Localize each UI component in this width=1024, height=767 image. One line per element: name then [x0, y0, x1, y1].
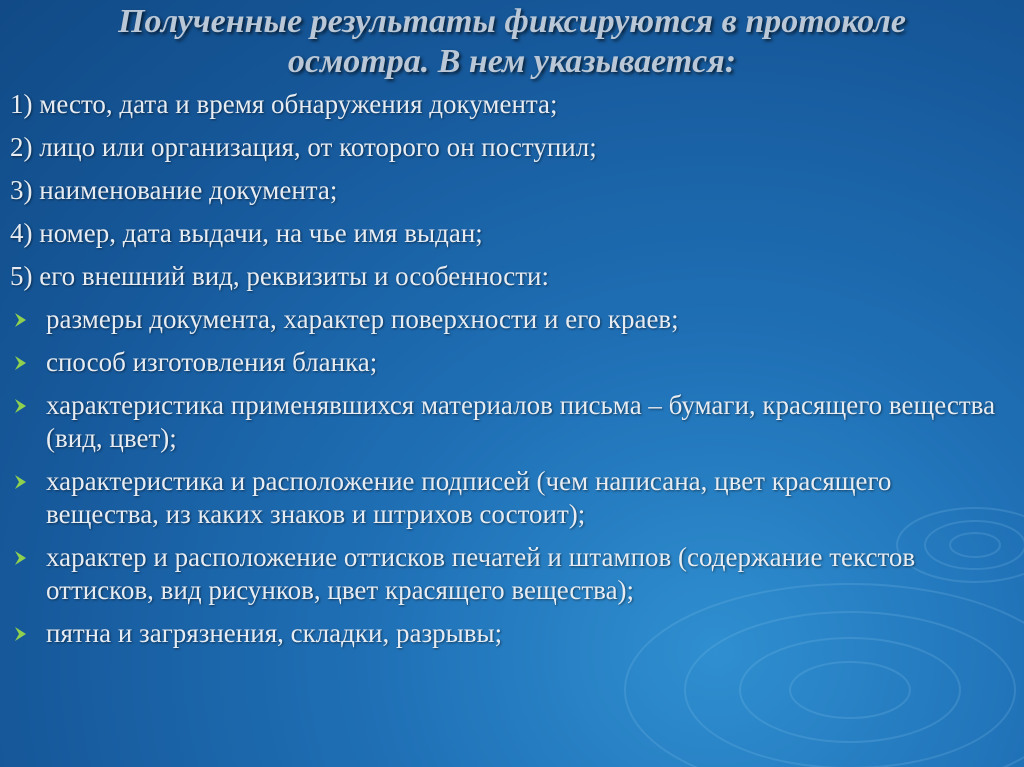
chevron-arrow-icon: [12, 541, 36, 574]
bullet-text: способ изготовления бланка;: [46, 347, 378, 377]
chevron-arrow-icon: [12, 465, 36, 498]
bullet-text: характеристика и расположение подписей (чем написана, цвет красящего вещества, из каких знаков и штрихов состоит);: [46, 466, 892, 529]
chevron-arrow-icon: [12, 389, 36, 422]
numbered-item-5: 5) его внешний вид, реквизиты и особенности:: [10, 261, 550, 291]
bullet-item-1: [10, 303, 1000, 336]
slide-title: [0, 2, 1024, 82]
bullet-item-6: [10, 617, 1000, 650]
bullet-item-5: [10, 541, 1000, 607]
slide-title-line-2: осмотра. В нем указывается:: [287, 43, 737, 80]
chevron-arrow-icon: [12, 617, 36, 650]
bullet-text: размеры документа, характер поверхности и его краев;: [46, 304, 679, 334]
bullet-item-4: [10, 465, 1000, 531]
numbered-item-4: 4) номер, дата выдачи, на чье имя выдан;: [10, 218, 483, 248]
bullet-item-3: [10, 389, 1000, 455]
bullet-text: характер и расположение оттисков печатей и штампов (содержание текстов оттисков, вид рисунков, цвет красящего вещества);: [46, 542, 916, 605]
numbered-item-2: 2) лицо или организация, от которого он поступил;: [10, 132, 597, 162]
slide-title-line-1: Полученные результаты фиксируются в протоколе: [118, 3, 906, 40]
slide-content: [10, 88, 1000, 660]
numbered-item-3: 3) наименование документа;: [10, 175, 338, 205]
chevron-arrow-icon: [12, 346, 36, 379]
bullet-text: характеристика применявшихся материалов письма – бумаги, красящего вещества (вид, цвет);: [46, 390, 996, 453]
bullet-text: пятна и загрязнения, складки, разрывы;: [46, 618, 503, 648]
bullet-item-2: [10, 346, 1000, 379]
chevron-arrow-icon: [12, 303, 36, 336]
numbered-item-1: 1) место, дата и время обнаружения документа;: [10, 89, 558, 119]
